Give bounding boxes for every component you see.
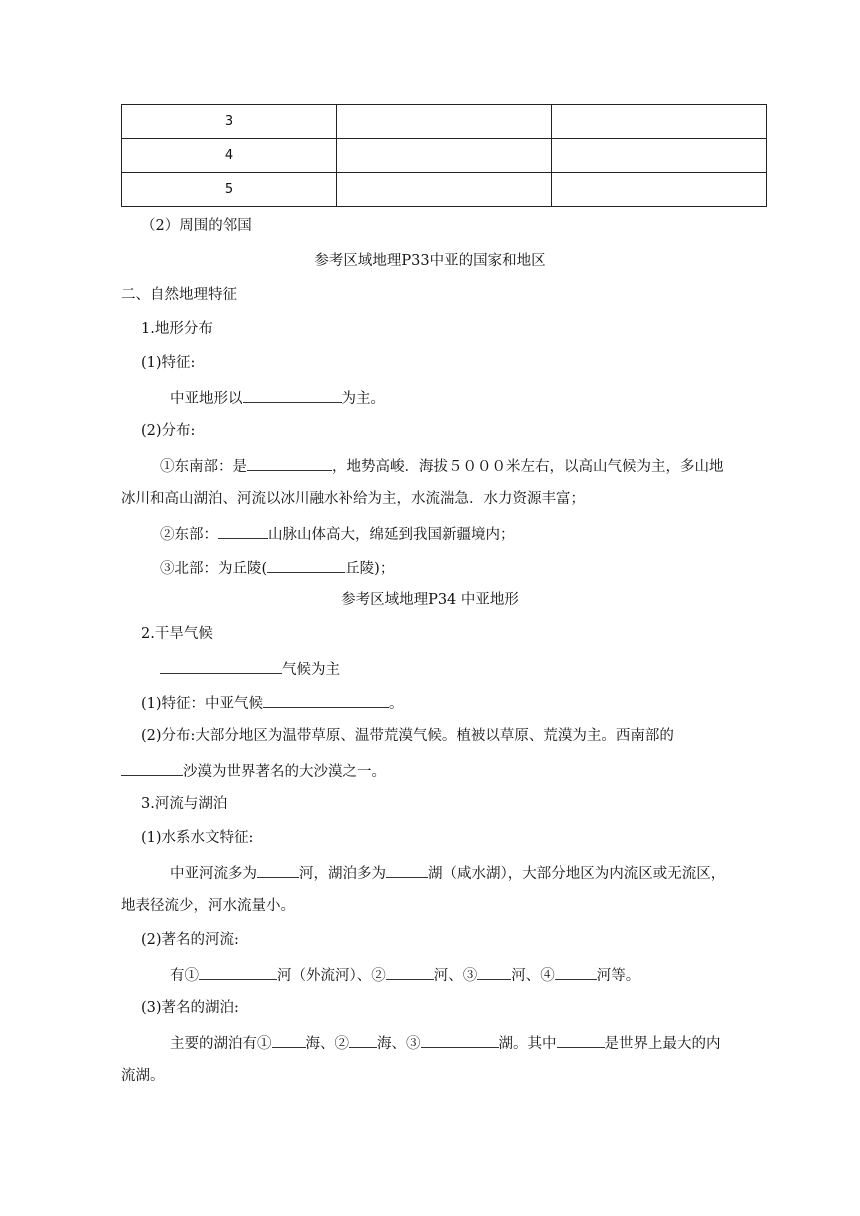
- text-fragment: 气候为主: [282, 662, 340, 678]
- fill-in-blank[interactable]: [218, 523, 268, 539]
- text-fragment: ①东南部：是: [160, 459, 247, 475]
- table-row: [122, 173, 767, 207]
- text-fragment: 中亚地形以: [170, 391, 243, 407]
- fill-in-blank[interactable]: [555, 964, 597, 980]
- fill-in-blank[interactable]: [243, 387, 342, 403]
- paragraph-continuation: 地表径流少，河水流量小。: [121, 898, 295, 914]
- table-row: [122, 105, 767, 139]
- subsection-heading: 3.河流与湖泊: [141, 796, 228, 812]
- subsection-heading: 1.地形分布: [141, 321, 213, 337]
- fill-in-blank[interactable]: [263, 692, 389, 708]
- section-heading: 二、自然地理特征: [121, 287, 237, 303]
- fill-in-blank[interactable]: [477, 964, 511, 980]
- table-cell: [552, 139, 767, 173]
- table-cell: 3: [122, 105, 337, 139]
- text-fragment: 河等。: [596, 968, 641, 984]
- fill-in-blank[interactable]: [160, 658, 282, 674]
- item-heading: (2)分布:: [141, 423, 196, 439]
- table-cell: 4: [122, 139, 337, 173]
- text-fragment: ②东部：: [160, 527, 218, 543]
- text-fragment: 有①: [170, 968, 199, 984]
- table-cell: [337, 173, 552, 207]
- text-fragment: 河（外流河）、②: [277, 968, 386, 984]
- desert-sentence: [121, 760, 386, 782]
- text-fragment: 中亚河流多为: [170, 866, 257, 882]
- text-fragment: 河、③: [433, 968, 478, 984]
- text-fragment: 丘陵)；: [345, 561, 395, 577]
- fill-in-blank[interactable]: [421, 1032, 499, 1048]
- text-fragment: 主要的湖泊有①: [170, 1036, 272, 1052]
- fill-in-blank[interactable]: [121, 760, 183, 776]
- text-fragment: 为主。: [341, 391, 385, 407]
- table-cell: [552, 173, 767, 207]
- table-cell: [552, 105, 767, 139]
- text-fragment: 海、③: [377, 1036, 421, 1052]
- terrain-feature-sentence: [170, 387, 385, 409]
- table-row: [122, 139, 767, 173]
- text-fragment: 山脉山体高大，绵延到我国新疆境内；: [268, 527, 515, 543]
- rivers-sentence: [170, 964, 640, 986]
- text-fragment: ，地势高峻．海拔５０００米左右，以高山气候为主，多山地: [332, 459, 724, 475]
- text-fragment: 河、④: [511, 968, 555, 984]
- fill-in-blank[interactable]: [199, 964, 277, 980]
- text-fragment: (1)特征：中亚气候: [141, 696, 264, 712]
- text-fragment: 湖。其中: [498, 1036, 557, 1052]
- fill-in-blank[interactable]: [267, 557, 345, 573]
- reference-note: 参考区域地理P33中亚的国家和地区: [314, 253, 546, 269]
- fill-in-blank[interactable]: [557, 1032, 605, 1048]
- text-fragment: 河，湖泊多为: [299, 866, 386, 882]
- text-fragment: 沙漠为世界著名的大沙漠之一。: [183, 764, 386, 780]
- north-sentence: [160, 557, 394, 579]
- hydro-sentence: [170, 862, 725, 884]
- item-heading: (2)著名的河流:: [141, 932, 239, 948]
- text-fragment: ③北部：为丘陵(: [160, 561, 268, 577]
- answer-table: [121, 104, 767, 207]
- table-cell: [337, 139, 552, 173]
- text-fragment: 。: [389, 696, 404, 712]
- fill-in-blank[interactable]: [386, 862, 428, 878]
- climate-main-sentence: [160, 658, 340, 680]
- paragraph-continuation: 冰川和高山湖泊、河流以冰川融水补给为主，水流湍急．水力资源丰富；: [121, 491, 585, 507]
- table-cell: [337, 105, 552, 139]
- fill-in-blank[interactable]: [349, 1032, 377, 1048]
- lakes-sentence: [170, 1032, 721, 1054]
- text-fragment: 湖（咸水湖），大部分地区为内流区或无流区，: [428, 866, 726, 882]
- climate-distribution: (2)分布:大部分地区为温带草原、温带荒漠气候。植被以草原、荒漠为主。西南部的: [141, 728, 674, 744]
- item-heading: (1)特征:: [141, 355, 196, 371]
- text-fragment: 海、②: [305, 1036, 349, 1052]
- fill-in-blank[interactable]: [272, 1032, 306, 1048]
- fill-in-blank[interactable]: [386, 964, 434, 980]
- fill-in-blank[interactable]: [247, 455, 332, 471]
- east-sentence: [160, 523, 515, 545]
- table-cell: 5: [122, 173, 337, 207]
- item-heading: (3)著名的湖泊:: [141, 1000, 239, 1016]
- text-fragment: 是世界上最大的内: [604, 1036, 721, 1052]
- reference-note: 参考区域地理P34 中亚地形: [341, 592, 519, 608]
- fill-in-blank[interactable]: [257, 862, 299, 878]
- subsection-heading: 2.干旱气候: [141, 626, 213, 642]
- southeast-sentence: [160, 455, 724, 477]
- climate-feature-sentence: [141, 692, 404, 714]
- paragraph-continuation: 流湖。: [121, 1068, 165, 1084]
- neighbors-heading: （2）周围的邻国: [141, 218, 252, 234]
- item-heading: (1)水系水文特征:: [141, 830, 254, 846]
